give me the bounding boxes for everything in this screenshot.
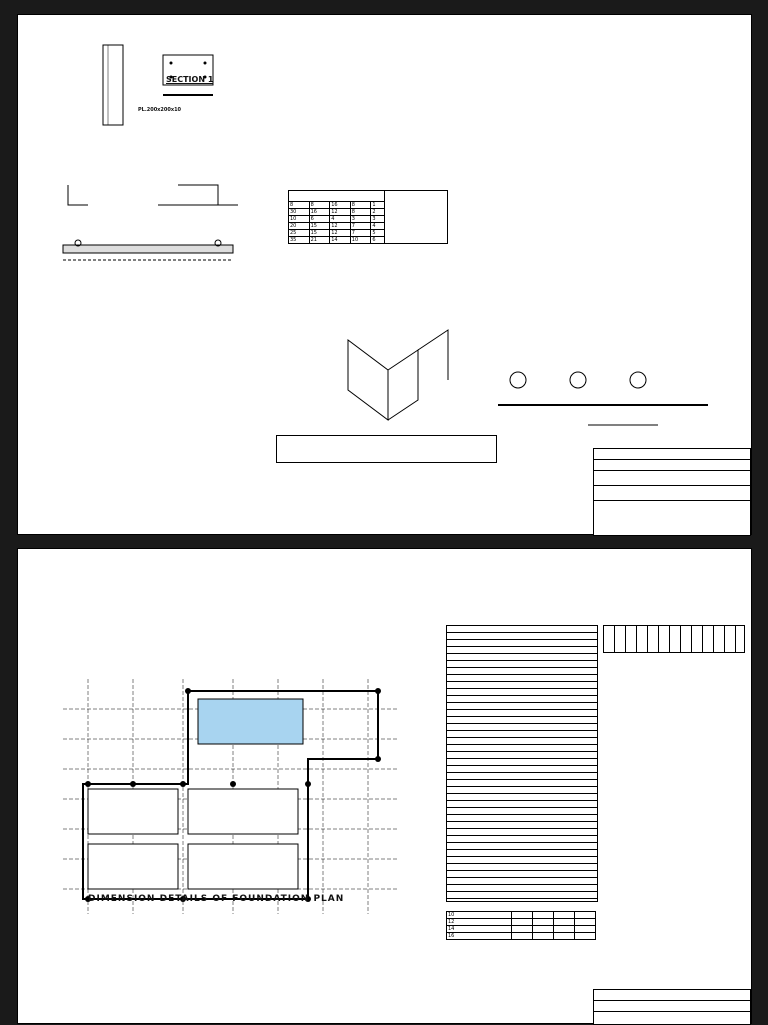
notes-block-left — [46, 305, 246, 395]
column-section-detail — [93, 35, 253, 145]
table-row: 12 — [447, 919, 596, 926]
rebar-summary-table — [446, 911, 596, 940]
beam-elevation — [58, 235, 238, 275]
foundation-table — [603, 625, 745, 653]
table-row: 14 — [447, 926, 596, 933]
notes-block-right — [498, 40, 738, 240]
table-row: 10 6 4 3 3 — [289, 216, 448, 223]
title-block-1 — [593, 448, 751, 536]
hook-details — [488, 360, 728, 440]
dimensions-table — [288, 190, 448, 244]
table-row: 20 15 12 7 4 — [289, 223, 448, 230]
table-row: 30 16 12 8 2 — [289, 209, 448, 216]
detail-caption-1 — [118, 155, 120, 161]
table-row: 8 8 16 8 1 — [289, 202, 448, 209]
raft-highlight — [198, 699, 303, 744]
table-row: 10 — [447, 912, 596, 919]
plan-title: DIMENSION DETAILS OF FOUNDATION PLAN — [88, 894, 345, 904]
rebar-chair-sketch — [328, 310, 488, 430]
table-row: 25 15 12 7 5 — [289, 230, 448, 237]
notes-block-middle-top — [258, 40, 478, 120]
anchor-bolt-details — [58, 175, 258, 215]
section-title: SECTION 1 — [166, 75, 214, 84]
table-row: 35 21 14 10 6 — [289, 237, 448, 244]
drawing-sheet-1 — [17, 14, 752, 535]
foundation-plan — [58, 669, 403, 919]
table-row: 16 — [447, 933, 596, 940]
drawing-sheet-2 — [17, 548, 752, 1024]
title-block-2 — [593, 989, 751, 1025]
boxed-note — [276, 435, 497, 463]
rebar-schedule-table — [446, 625, 598, 902]
plate-label: PL.200x200x10 — [138, 107, 182, 113]
